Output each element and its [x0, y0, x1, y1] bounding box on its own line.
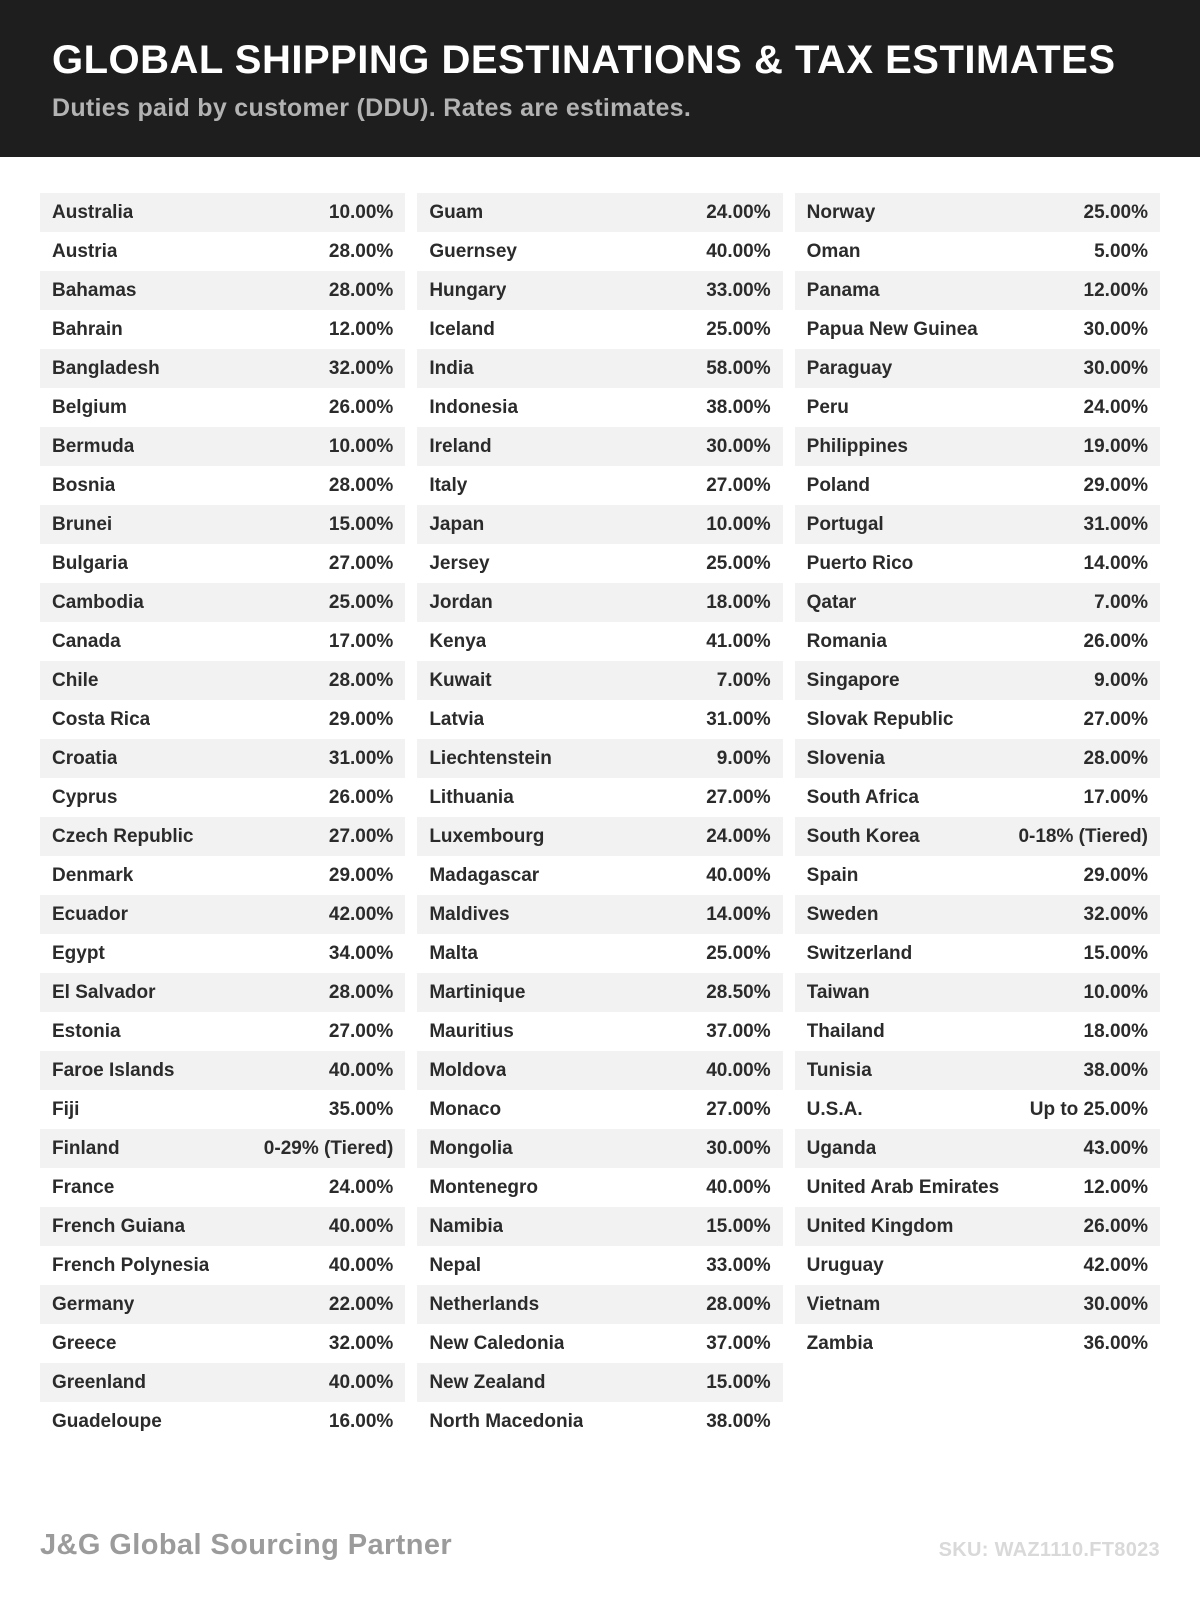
page-title: GLOBAL SHIPPING DESTINATIONS & TAX ESTIMATES: [52, 38, 1116, 82]
country-name: Nepal: [429, 1254, 482, 1276]
country-name: Moldova: [429, 1059, 507, 1081]
country-name: Slovenia: [806, 747, 885, 769]
tax-rate: 7.00%: [1094, 591, 1148, 613]
country-name: Greece: [52, 1332, 117, 1354]
country-name: Bangladesh: [52, 357, 160, 379]
country-name: Uganda: [806, 1137, 877, 1159]
table-row: [417, 1324, 782, 1363]
country-name: Vietnam: [806, 1293, 881, 1315]
country-name: Portugal: [806, 513, 884, 535]
tax-rate: 40.00%: [706, 1059, 771, 1081]
table-row: [40, 856, 405, 895]
country-name: Montenegro: [429, 1176, 539, 1198]
tax-rate: 9.00%: [716, 747, 771, 769]
tax-rate: 14.00%: [706, 903, 771, 925]
tax-rate: 27.00%: [706, 474, 771, 496]
country-name: French Polynesia: [52, 1254, 210, 1276]
tax-rate: 25.00%: [706, 318, 771, 340]
country-name: Luxembourg: [429, 825, 545, 847]
tax-rate: 24.00%: [706, 201, 771, 223]
rate-column: [40, 193, 405, 1441]
table-row: [417, 856, 782, 895]
tax-rate: 17.00%: [328, 630, 394, 652]
table-row: [417, 388, 782, 427]
tax-rate: 26.00%: [328, 786, 394, 808]
tax-rate: 0-18% (Tiered): [1018, 825, 1148, 847]
table-row: [417, 622, 782, 661]
tax-rate: 29.00%: [1083, 864, 1148, 886]
table-row: [795, 895, 1160, 934]
tax-rate: 29.00%: [328, 708, 394, 730]
country-name: Romania: [806, 630, 887, 652]
country-name: Cambodia: [52, 591, 144, 613]
tax-rate: 31.00%: [328, 747, 394, 769]
tax-rate: 15.00%: [328, 513, 394, 535]
table-row: [417, 973, 782, 1012]
table-row: [417, 193, 782, 232]
country-name: Costa Rica: [52, 708, 151, 730]
tax-rate: 0-29% (Tiered): [263, 1137, 394, 1159]
country-name: Faroe Islands: [52, 1059, 175, 1081]
country-name: Brunei: [52, 513, 113, 535]
table-row: [40, 817, 405, 856]
country-name: Singapore: [806, 669, 900, 691]
tax-rate: 28.00%: [328, 981, 394, 1003]
table-row: [417, 466, 782, 505]
country-name: Namibia: [429, 1215, 504, 1237]
table-row: [40, 934, 405, 973]
tax-rate: 40.00%: [328, 1254, 394, 1276]
tax-rate: 26.00%: [1083, 1215, 1148, 1237]
country-name: Poland: [806, 474, 870, 496]
country-name: Puerto Rico: [806, 552, 914, 574]
country-name: Qatar: [806, 591, 857, 613]
tax-rate: 40.00%: [328, 1215, 394, 1237]
country-name: Bahrain: [52, 318, 123, 340]
tax-rate: 25.00%: [706, 552, 771, 574]
tax-rate: 40.00%: [706, 240, 771, 262]
tax-rate: 32.00%: [328, 357, 394, 379]
country-name: Cyprus: [52, 786, 118, 808]
tax-rate: 27.00%: [328, 552, 394, 574]
tax-rate: 28.00%: [328, 669, 394, 691]
tax-rate: 38.00%: [706, 396, 771, 418]
tax-rate: 27.00%: [328, 825, 394, 847]
table-row: [795, 1207, 1160, 1246]
sku-text: SKU: WAZ1110.FT8023: [938, 1539, 1160, 1561]
tax-rate: 30.00%: [1083, 318, 1148, 340]
tax-rate: 16.00%: [328, 1410, 394, 1432]
country-name: Liechtenstein: [429, 747, 552, 769]
tax-rate: 35.00%: [328, 1098, 394, 1120]
tax-rate: 15.00%: [706, 1215, 771, 1237]
tax-rate: 30.00%: [1083, 357, 1148, 379]
tax-rate: 41.00%: [706, 630, 771, 652]
country-name: Jordan: [429, 591, 493, 613]
table-row: [40, 232, 405, 271]
table-row: [40, 622, 405, 661]
table-row: [40, 1051, 405, 1090]
tax-rate: 33.00%: [706, 1254, 771, 1276]
country-name: Japan: [429, 513, 485, 535]
country-name: Greenland: [52, 1371, 146, 1393]
country-name: New Zealand: [429, 1371, 546, 1393]
table-row: [40, 1402, 405, 1441]
country-name: South Korea: [806, 825, 920, 847]
country-name: Australia: [52, 201, 134, 223]
table-row: [40, 193, 405, 232]
tax-rate: 40.00%: [328, 1059, 394, 1081]
country-name: Kuwait: [429, 669, 492, 691]
country-name: Switzerland: [806, 942, 913, 964]
table-row: [795, 388, 1160, 427]
tax-rate: 12.00%: [328, 318, 394, 340]
country-name: Jersey: [429, 552, 490, 574]
country-name: Paraguay: [806, 357, 893, 379]
country-name: Uruguay: [806, 1254, 884, 1276]
tax-rate: 24.00%: [328, 1176, 394, 1198]
tax-rate: 18.00%: [706, 591, 771, 613]
country-name: Panama: [806, 279, 880, 301]
country-name: Kenya: [429, 630, 487, 652]
table-row: [795, 973, 1160, 1012]
country-name: Latvia: [429, 708, 485, 730]
table-row: [40, 661, 405, 700]
tax-rate: 42.00%: [1083, 1254, 1148, 1276]
country-name: Malta: [429, 942, 478, 964]
table-row: [40, 271, 405, 310]
tax-rate: 14.00%: [1083, 552, 1148, 574]
country-name: France: [52, 1176, 115, 1198]
country-name: Denmark: [52, 864, 134, 886]
country-name: South Africa: [806, 786, 919, 808]
table-row: [795, 1246, 1160, 1285]
tax-rate: 30.00%: [706, 1137, 771, 1159]
table-row: [795, 466, 1160, 505]
table-row: [795, 1051, 1160, 1090]
tax-rate: 28.00%: [328, 240, 394, 262]
tax-rate: 38.00%: [1083, 1059, 1148, 1081]
tax-rate: 25.00%: [706, 942, 771, 964]
table-row: [795, 1129, 1160, 1168]
country-name: Peru: [806, 396, 849, 418]
country-name: Chile: [52, 669, 99, 691]
rates-table: [0, 157, 1200, 1441]
country-name: Egypt: [52, 942, 105, 964]
table-row: [417, 895, 782, 934]
tax-rate: 15.00%: [706, 1371, 771, 1393]
table-row: [40, 544, 405, 583]
tax-rate: 10.00%: [328, 201, 394, 223]
tax-rate: 28.00%: [706, 1293, 771, 1315]
table-row: [417, 1207, 782, 1246]
table-row: [795, 427, 1160, 466]
table-row: [795, 622, 1160, 661]
country-name: Norway: [806, 201, 876, 223]
table-row: [795, 856, 1160, 895]
country-name: Canada: [52, 630, 121, 652]
table-row: [795, 817, 1160, 856]
table-row: [795, 700, 1160, 739]
table-row: [795, 1285, 1160, 1324]
tax-rate: 38.00%: [706, 1410, 771, 1432]
table-row: [417, 934, 782, 973]
table-row: [40, 1363, 405, 1402]
tax-rate: 28.50%: [706, 981, 771, 1003]
country-name: Martinique: [429, 981, 526, 1003]
table-row: [795, 583, 1160, 622]
tax-rate: 32.00%: [328, 1332, 394, 1354]
country-name: Guam: [429, 201, 484, 223]
country-name: North Macedonia: [429, 1410, 584, 1432]
tax-rate: 10.00%: [706, 513, 771, 535]
country-name: Ecuador: [52, 903, 129, 925]
table-row: [40, 310, 405, 349]
table-row: [795, 193, 1160, 232]
rate-column: [795, 193, 1160, 1363]
country-name: Germany: [52, 1293, 135, 1315]
page-header: [0, 0, 1200, 157]
tax-rate: 17.00%: [1083, 786, 1148, 808]
tax-rate: 10.00%: [328, 435, 394, 457]
table-row: [417, 544, 782, 583]
tax-rate: 30.00%: [706, 435, 771, 457]
table-row: [795, 934, 1160, 973]
country-name: Papua New Guinea: [806, 318, 978, 340]
tax-rate: 10.00%: [1083, 981, 1148, 1003]
tax-rate: 25.00%: [1083, 201, 1148, 223]
table-row: [417, 817, 782, 856]
tax-rate: 30.00%: [1083, 1293, 1148, 1315]
table-row: [417, 1090, 782, 1129]
country-name: El Salvador: [52, 981, 156, 1003]
country-name: Thailand: [806, 1020, 885, 1042]
table-row: [795, 349, 1160, 388]
table-row: [40, 388, 405, 427]
tax-rate: 29.00%: [328, 864, 394, 886]
table-row: [417, 310, 782, 349]
tax-rate: 28.00%: [328, 279, 394, 301]
table-row: [417, 778, 782, 817]
table-row: [417, 1129, 782, 1168]
country-name: Iceland: [429, 318, 495, 340]
table-row: [417, 1363, 782, 1402]
tax-rate: 26.00%: [1083, 630, 1148, 652]
country-name: Bermuda: [52, 435, 135, 457]
country-name: Belgium: [52, 396, 127, 418]
country-name: Indonesia: [429, 396, 519, 418]
table-row: [417, 700, 782, 739]
country-name: Mongolia: [429, 1137, 513, 1159]
table-row: [417, 1012, 782, 1051]
table-row: [40, 1168, 405, 1207]
tax-rate: 40.00%: [328, 1371, 394, 1393]
country-name: Spain: [806, 864, 859, 886]
table-row: [40, 1207, 405, 1246]
tax-rate: 31.00%: [706, 708, 771, 730]
page-footer: [0, 1529, 1200, 1600]
table-row: [417, 427, 782, 466]
tax-rate: 31.00%: [1083, 513, 1148, 535]
table-row: [40, 700, 405, 739]
page-subtitle: Duties paid by customer (DDU). Rates are estimates.: [52, 94, 692, 122]
table-row: [417, 1402, 782, 1441]
country-name: Croatia: [52, 747, 118, 769]
table-row: [417, 271, 782, 310]
table-row: [417, 1168, 782, 1207]
country-name: Austria: [52, 240, 118, 262]
table-row: [40, 505, 405, 544]
country-name: Bosnia: [52, 474, 116, 496]
table-row: [417, 1051, 782, 1090]
country-name: Guadeloupe: [52, 1410, 162, 1432]
country-name: Lithuania: [429, 786, 514, 808]
table-row: [795, 739, 1160, 778]
table-row: [40, 1246, 405, 1285]
brand-text: J&G Global Sourcing Partner: [40, 1529, 453, 1561]
tax-rate: 22.00%: [328, 1293, 394, 1315]
country-name: Monaco: [429, 1098, 502, 1120]
country-name: Philippines: [806, 435, 909, 457]
tax-rate: 37.00%: [706, 1020, 771, 1042]
table-row: [417, 1285, 782, 1324]
country-name: Madagascar: [429, 864, 540, 886]
table-row: [417, 661, 782, 700]
country-name: Ireland: [429, 435, 492, 457]
tax-rate: 43.00%: [1083, 1137, 1148, 1159]
table-row: [795, 310, 1160, 349]
table-row: [417, 505, 782, 544]
table-row: [40, 1012, 405, 1051]
country-name: Italy: [429, 474, 468, 496]
tax-rate: 29.00%: [1083, 474, 1148, 496]
table-row: [40, 1324, 405, 1363]
tax-rate: 33.00%: [706, 279, 771, 301]
tax-rate: 7.00%: [716, 669, 771, 691]
tax-rate: 26.00%: [328, 396, 394, 418]
tax-rate: 36.00%: [1083, 1332, 1148, 1354]
country-name: Czech Republic: [52, 825, 194, 847]
table-row: [40, 973, 405, 1012]
country-name: Oman: [806, 240, 861, 262]
country-name: Hungary: [429, 279, 507, 301]
country-name: Zambia: [806, 1332, 874, 1354]
country-name: Sweden: [806, 903, 879, 925]
tax-rate: 15.00%: [1083, 942, 1148, 964]
country-name: Tunisia: [806, 1059, 872, 1081]
table-row: [417, 232, 782, 271]
table-row: [795, 1324, 1160, 1363]
table-row: [417, 349, 782, 388]
table-row: [40, 739, 405, 778]
country-name: Finland: [52, 1137, 120, 1159]
table-row: [40, 1090, 405, 1129]
table-row: [417, 1246, 782, 1285]
table-row: [40, 583, 405, 622]
table-row: [795, 232, 1160, 271]
tax-rate: 25.00%: [328, 591, 394, 613]
tax-rate: 34.00%: [328, 942, 394, 964]
tax-rate: Up to 25.00%: [1029, 1098, 1148, 1120]
table-row: [795, 271, 1160, 310]
table-row: [417, 583, 782, 622]
table-row: [795, 1090, 1160, 1129]
tax-rate: 12.00%: [1083, 1176, 1148, 1198]
tax-rate: 9.00%: [1094, 669, 1148, 691]
tax-rate: 42.00%: [328, 903, 394, 925]
table-row: [40, 466, 405, 505]
tax-rate: 24.00%: [706, 825, 771, 847]
country-name: United Kingdom: [806, 1215, 954, 1237]
table-row: [795, 505, 1160, 544]
country-name: United Arab Emirates: [806, 1176, 1000, 1198]
table-row: [795, 1012, 1160, 1051]
table-row: [40, 895, 405, 934]
tax-rate: 12.00%: [1083, 279, 1148, 301]
country-name: Guernsey: [429, 240, 517, 262]
tax-rate: 58.00%: [706, 357, 771, 379]
tax-rate: 28.00%: [328, 474, 394, 496]
country-name: Maldives: [429, 903, 510, 925]
country-name: New Caledonia: [429, 1332, 565, 1354]
country-name: Estonia: [52, 1020, 121, 1042]
table-row: [40, 1129, 405, 1168]
tax-rate: 32.00%: [1083, 903, 1148, 925]
table-row: [40, 1285, 405, 1324]
tax-rate: 27.00%: [706, 786, 771, 808]
table-row: [417, 739, 782, 778]
country-name: French Guiana: [52, 1215, 186, 1237]
tax-rate: 27.00%: [1083, 708, 1148, 730]
table-row: [40, 349, 405, 388]
tax-rate: 28.00%: [1083, 747, 1148, 769]
tax-rate: 40.00%: [706, 1176, 771, 1198]
tax-rate: 24.00%: [1083, 396, 1148, 418]
table-row: [795, 661, 1160, 700]
country-name: Slovak Republic: [806, 708, 954, 730]
country-name: U.S.A.: [806, 1098, 863, 1120]
tax-rate: 19.00%: [1083, 435, 1148, 457]
tax-rate: 5.00%: [1094, 240, 1148, 262]
table-row: [795, 544, 1160, 583]
country-name: Bulgaria: [52, 552, 129, 574]
table-row: [795, 1168, 1160, 1207]
country-name: Netherlands: [429, 1293, 540, 1315]
table-row: [40, 427, 405, 466]
tax-rate: 18.00%: [1083, 1020, 1148, 1042]
tax-rate: 37.00%: [706, 1332, 771, 1354]
country-name: Mauritius: [429, 1020, 514, 1042]
table-row: [795, 778, 1160, 817]
tax-rate: 27.00%: [328, 1020, 394, 1042]
tax-rate: 40.00%: [706, 864, 771, 886]
table-row: [40, 778, 405, 817]
country-name: India: [429, 357, 474, 379]
country-name: Taiwan: [806, 981, 870, 1003]
rate-column: [417, 193, 782, 1441]
tax-rate: 27.00%: [706, 1098, 771, 1120]
country-name: Bahamas: [52, 279, 137, 301]
country-name: Fiji: [52, 1098, 80, 1120]
